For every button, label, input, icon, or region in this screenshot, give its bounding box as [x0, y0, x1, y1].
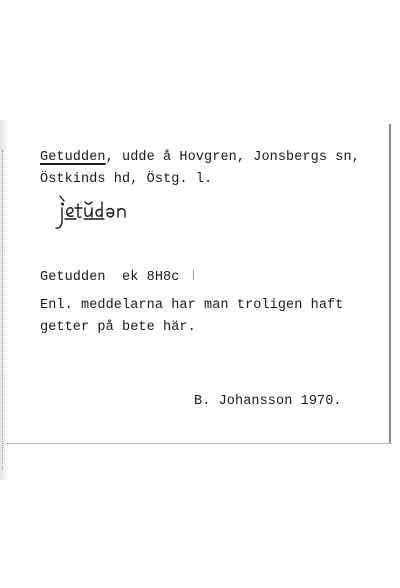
headword: Getudden [40, 150, 106, 165]
note-line-1: Enl. meddelarna har man troligen haft [40, 298, 344, 313]
heading-rest: , udde å Hovgren, Jonsbergs sn, [105, 150, 360, 165]
card-left-edge-marks [2, 150, 5, 470]
heading-line [40, 150, 360, 166]
map-reference: Getudden ek 8H8c [40, 270, 180, 285]
note-line-2: getter på bete här. [40, 320, 196, 335]
phonetic-transcription [40, 188, 190, 234]
card-bottom-edge [6, 443, 390, 444]
card-right-edge [389, 124, 391, 444]
scan-mark [193, 270, 194, 280]
signature: B. Johansson 1970. [194, 394, 342, 409]
location-line: Östkinds hd, Östg. l. [40, 172, 213, 187]
